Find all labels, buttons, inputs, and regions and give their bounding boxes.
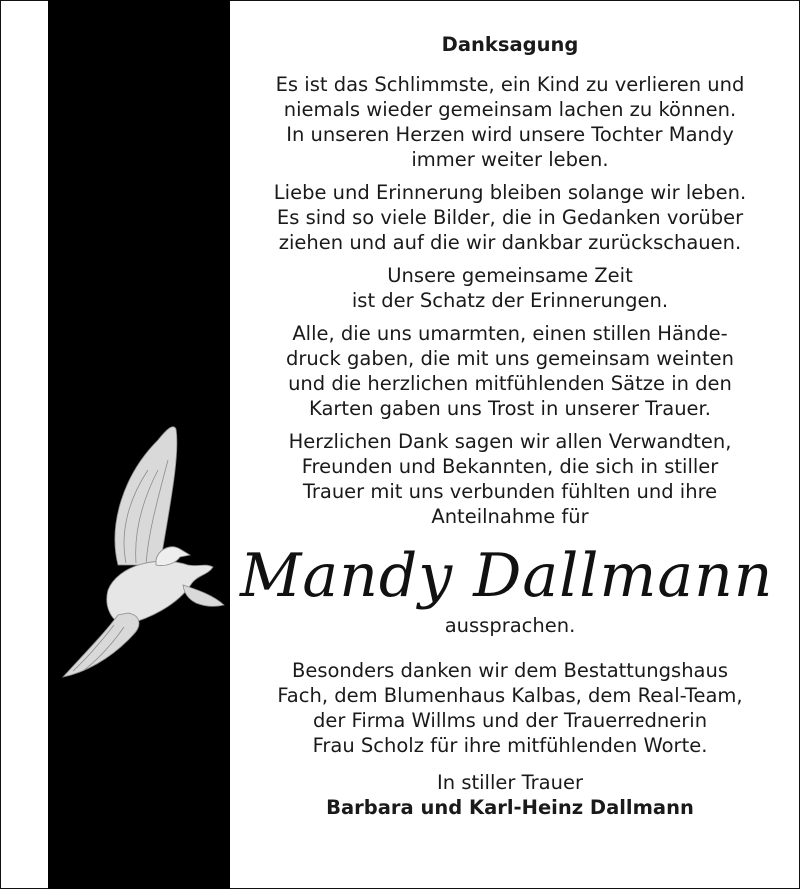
text-line: niemals wieder gemeinsam lachen zu können.: [283, 98, 737, 121]
signature-names: Barbara und Karl-Heinz Dallmann: [326, 796, 694, 819]
notice-text: [240, 32, 774, 820]
paragraph-2: [250, 180, 770, 255]
text-line: Anteilnahme für: [431, 505, 589, 528]
paragraph-3: [250, 263, 770, 313]
paragraph-4: [250, 321, 770, 421]
text-line: Trauer mit uns verbunden fühlten und ihre: [302, 480, 718, 503]
text-line: Fach, dem Blumenhaus Kalbas, dem Real-Team,: [277, 684, 743, 707]
text-line: Unsere gemeinsame Zeit: [387, 264, 633, 287]
text-line: druck gaben, die mit uns gemeinsam weinten: [286, 347, 734, 370]
thanks-paragraph: [250, 658, 770, 758]
text-line: Es sind so viele Bilder, die in Gedanken vorüber: [276, 206, 744, 229]
text-line: der Firma Willms und der Trauerrednerin: [312, 709, 708, 732]
text-line: Es ist das Schlimmste, ein Kind zu verlieren und: [275, 73, 745, 96]
text-line: Karten gaben uns Trost in unserer Trauer.: [309, 397, 711, 420]
dove-icon: [48, 415, 238, 685]
text-line: Liebe und Erinnerung bleiben solange wir leben.: [273, 181, 747, 204]
text-line: In unseren Herzen wird unsere Tochter Mandy: [286, 123, 734, 146]
after-name-text: aussprachen.: [444, 614, 576, 637]
text-line: ist der Schatz der Erinnerungen.: [351, 289, 669, 312]
text-line: Herzlichen Dank sagen wir allen Verwandten,: [288, 430, 732, 453]
text-line: und die herzlichen mitfühlenden Sätze in den: [288, 372, 732, 395]
text-line: immer weiter leben.: [411, 148, 609, 171]
paragraph-1: [250, 72, 770, 172]
text-line: Alle, die uns umarmten, einen stillen Hände-: [292, 322, 728, 345]
text-line: Frau Scholz für ihre mitfühlenden Worte.: [312, 734, 708, 757]
text-line: Besonders danken wir dem Bestattungshaus: [291, 659, 729, 682]
deceased-name: Mandy Dallmann: [240, 541, 774, 611]
signature-intro: In stiller Trauer: [437, 771, 583, 794]
text-line: ziehen und auf die wir dankbar zurückschauen.: [278, 231, 742, 254]
paragraph-5: [250, 429, 770, 529]
notice-title: Danksagung: [441, 33, 579, 56]
text-line: Freunden und Bekannten, die sich in stiller: [301, 455, 719, 478]
